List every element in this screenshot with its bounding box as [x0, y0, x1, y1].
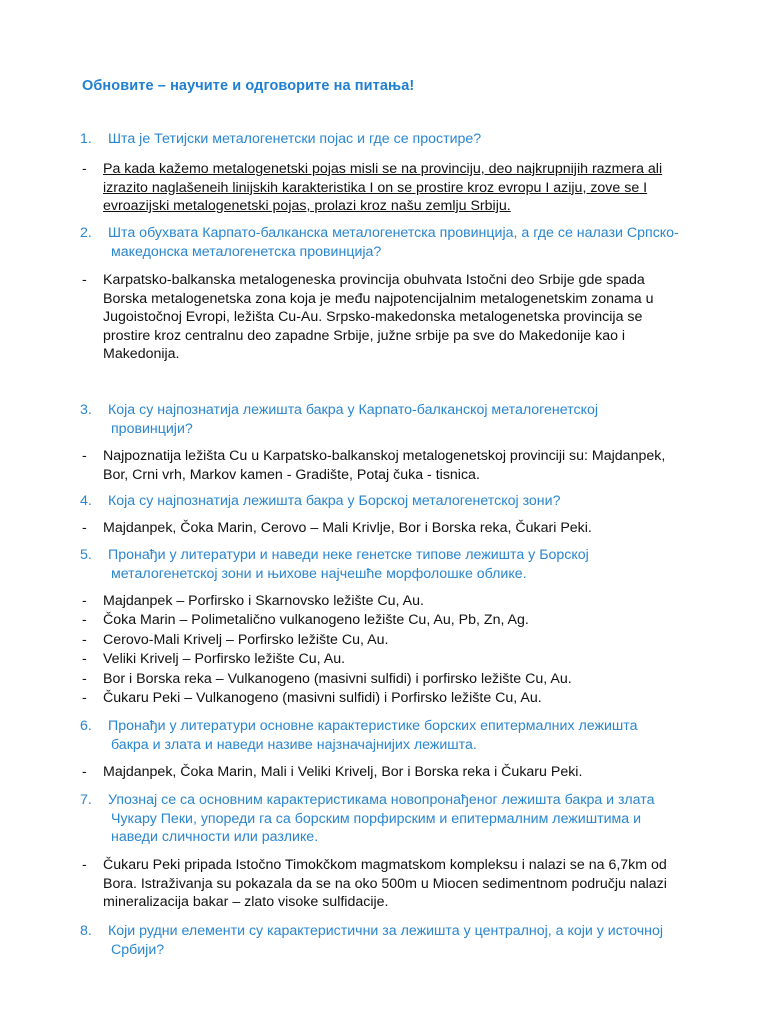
question-text: Шта обухвата Карпато-балканска металогенетска провинција, а где се налази Српско- македонска металогенетска провинција? — [108, 225, 679, 260]
list-item-text: Majdanpek – Porfirsko i Skarnovsko ležište Cu, Au. — [103, 593, 424, 609]
list-dash: - — [82, 520, 87, 536]
question-text: Који рудни елементи су карактеристични за лежишта у централној, а који у источној Србији? — [108, 923, 663, 958]
list-dash: - — [82, 612, 87, 628]
question-number: 4. — [80, 493, 92, 509]
question-text: Пронађи у литератури и наведи неке генетске типове лежишта у Борској металогенетској зони и њихове најчешће морфолошке облике. — [108, 547, 589, 582]
question-number: 6. — [80, 718, 92, 734]
answer-text: Čukaru Peki pripada Istočno Timokčkom magmatskom kompleksu i nalazi se na 6,7km od Bora. Istraživanja su pokazala da se na oko 500m u Miocen sedimentnom području nalazi mineralizacija bakar – zlato visoke sulfidacije. — [103, 857, 667, 910]
answer-text: Pa kada kažemo metalogenetski pojas misli se na provinciju, deo najkrupnijih razmera ali izrazito naglašeneih linijskih karakteristika I on se prostire kroz evropu I aziju, zove se I evroazijski metalogenetski pojas, prolazi kroz našu zemlju Srbiju. — [103, 161, 663, 214]
list-dash: - — [82, 272, 87, 288]
list-dash: - — [82, 651, 87, 667]
list-dash: - — [82, 764, 87, 780]
list-item-text: Cerovo-Mali Krivelj – Porfirsko ležište Cu, Au. — [103, 631, 389, 648]
question-number: 7. — [80, 792, 92, 808]
question-number: 3. — [80, 402, 92, 418]
question-text: Која су најпознатија лежишта бакра у Карпато-балканској металогенетској провинцији? — [108, 402, 599, 437]
question-text: Пронађи у литератури основне карактеристике борских епитермалних лежишта бакра и злата и наведи називе најзначајнијих лежишта. — [108, 718, 638, 753]
list-dash: - — [82, 690, 87, 706]
list-item-text: Bor i Borska reka – Vulkanogeno (masivni sulfidi) i porfirsko ležište Cu, Au. — [103, 670, 572, 687]
question-text: Која су најпознатија лежишта бакра у Борској металогенетској зони? — [108, 493, 561, 509]
question-number: 5. — [80, 547, 92, 563]
list-dash: - — [82, 448, 87, 464]
question-number: 2. — [80, 225, 92, 241]
list-item-text: Čukaru Peki – Vulkanogeno (masivni sulfidi) i Porfirsko ležište Cu, Au. — [103, 690, 542, 706]
list-dash: - — [82, 593, 87, 609]
page-title: Обновите – научите и одговорите на питања! — [82, 78, 415, 94]
list-dash: - — [82, 161, 87, 177]
list-dash: - — [82, 670, 87, 687]
list-item-text: Čoka Marin – Polimetalično vulkanogeno ležište Cu, Au, Pb, Zn, Ag. — [103, 612, 529, 628]
question-text: Упознај се са основним карактеристикама новопронађеног лежишта бакра и злата Чукару Пеки, упореди га са борским порфирским и епитермалним лежиштима и наведи сличности или разлике. — [108, 792, 655, 845]
answer-text: Karpatsko-balkanska metalogeneska provincija obuhvata Istočni deo Srbije gde spada Borska metalogenetska zona koja je među najpotencijalnim metalogenetskim zonama u Jugoistočnoj Evropi, ležišta Cu-Au. Srpsko-makedonska metalogenetska provincija se prostire kroz centralnu deo zapadne Srbije, južne srbije pa sve do Makedonije kao i Makedonija. — [103, 272, 654, 362]
answer-text: Majdanpek, Čoka Marin, Cerovo – Mali Krivlje, Bor i Borska reka, Čukari Peki. — [103, 520, 592, 536]
list-dash: - — [82, 857, 87, 873]
question-number: 1. — [80, 131, 92, 147]
question-number: 8. — [80, 923, 92, 939]
answer-text: Najpoznatija ležišta Cu u Karpatsko-balkanskoj metalogenetskoj provinciji su: Majdanpek, Bor, Crni vrh, Markov kamen - Gradište, Potaj čuka - tisnica. — [103, 448, 666, 483]
question-text: Шта је Тетијски металогенетски појас и где се простире? — [108, 131, 482, 147]
answer-text: Majdanpek, Čoka Marin, Mali i Veliki Krivelj, Bor i Borska reka i Čukaru Peki. — [103, 764, 583, 780]
list-dash: - — [82, 631, 87, 648]
list-item-text: Veliki Krivelj – Porfirsko ležište Cu, Au. — [103, 651, 346, 667]
